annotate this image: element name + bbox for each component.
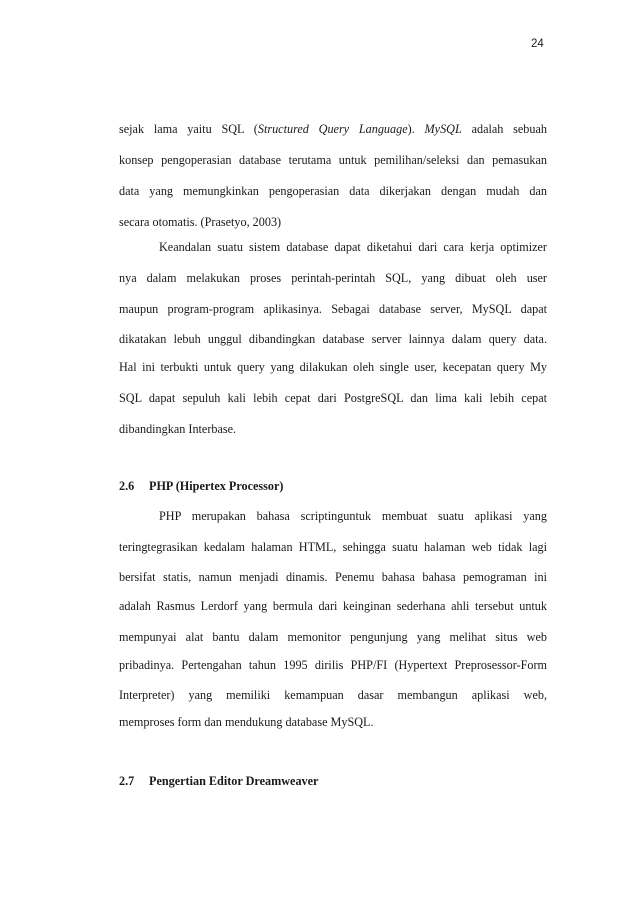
text-span: sejak lama yaitu SQL ( [119,122,258,136]
paragraph-line: teringtegrasikan kedalam halaman HTML, sehingga suatu halaman web tidak lagi [119,540,547,554]
paragraph-line: adalah Rasmus Lerdorf yang bermula dari keinginan sederhana ahli tersebut untuk [119,599,547,613]
paragraph-line: pribadinya. Pertengahan tahun 1995 dirilis PHP/FI (Hypertext Preprosessor-Form [119,658,547,672]
section-title: PHP (Hipertex Processor) [149,479,284,493]
italic-term: Structured Query Language [257,122,408,136]
paragraph-line: Hal ini terbukti untuk query yang dilakukan oleh single user, kecepatan query My [119,360,547,374]
text-span: adalah sebuah [461,122,547,136]
section-heading-2-7 [119,773,547,789]
paragraph-line: SQL dapat sepuluh kali lebih cepat dari PostgreSQL dan lima kali lebih cepat [119,391,547,405]
section-heading-2-6 [119,478,547,494]
paragraph-line: bersifat statis, namun menjadi dinamis. Penemu bahasa bahasa pemograman ini [119,570,547,584]
paragraph-line: Keandalan suatu sistem database dapat diketahui dari cara kerja optimizer [159,240,547,254]
paragraph-line: data yang memungkinkan pengoperasian data dikerjakan dengan mudah dan [119,184,547,198]
section-number: 2.6 [119,479,135,493]
paragraph-line: konsep pengoperasian database terutama untuk pemilihan/seleksi dan pemasukan [119,153,547,167]
paragraph-line: memproses form dan mendukung database MySQL. [119,715,374,729]
paragraph-line: secara otomatis. (Prasetyo, 2003) [119,215,282,229]
paragraph-line: nya dalam melakukan proses perintah-perintah SQL, yang dibuat oleh user [119,271,547,285]
paragraph-line: maupun program-program aplikasinya. Sebagai database server, MySQL dapat [119,302,547,316]
paragraph-line: PHP merupakan bahasa scriptinguntuk membuat suatu aplikasi yang [159,509,547,523]
paragraph-line [119,121,547,137]
text-span: ). [407,122,425,136]
section-title: Pengertian Editor Dreamweaver [149,774,319,788]
section-number: 2.7 [119,774,135,788]
paragraph-line: Interpreter) yang memiliki kemampuan dasar membangun aplikasi web, [119,688,547,702]
italic-term: MySQL [424,122,462,136]
page-number: 24 [531,38,544,50]
paragraph-line: dikatakan lebuh unggul dibandingkan database server lainnya dalam query data. [119,332,547,346]
paragraph-line: dibandingkan Interbase. [119,422,237,436]
paragraph-line: mempunyai alat bantu dalam memonitor pengunjung yang melihat situs web [119,630,547,644]
